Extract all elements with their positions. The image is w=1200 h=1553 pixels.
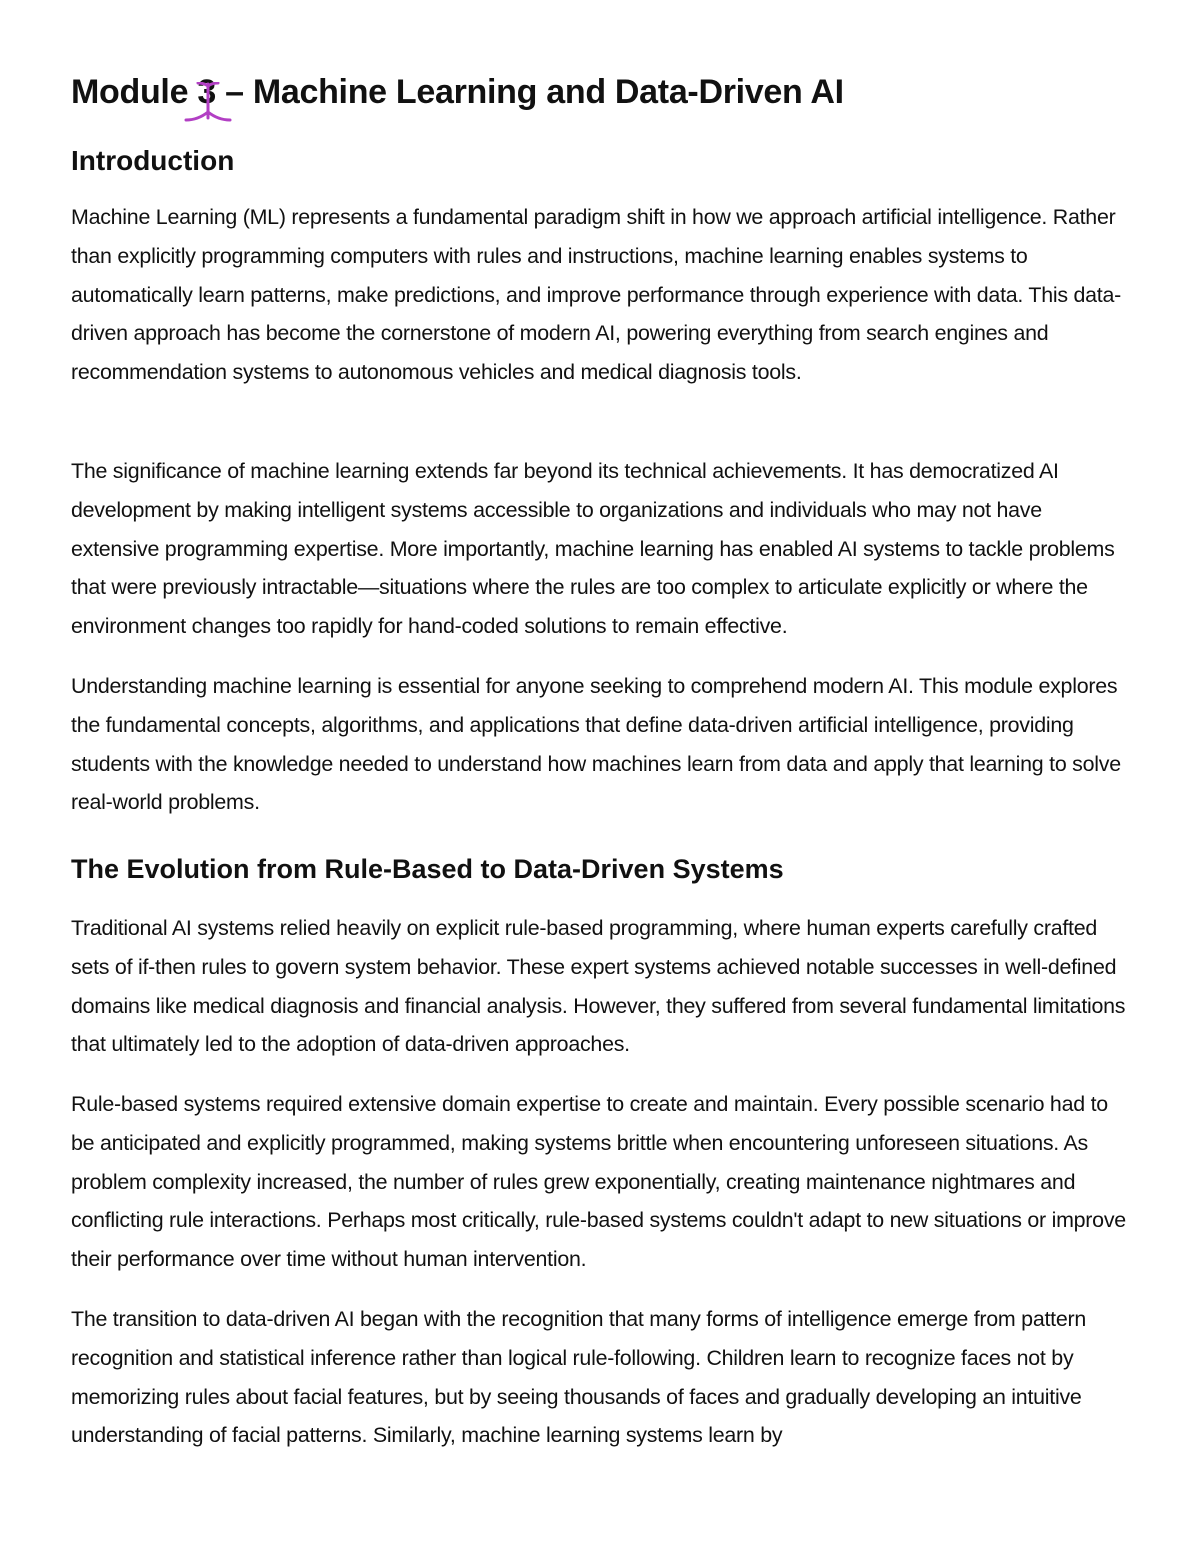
paragraph: Understanding machine learning is essential for anyone seeking to comprehend modern AI. This module explores the fundamental concepts, algorithms, and applications that define data-driven artificial intelligence, providing students with the knowledge needed to understand how machines learn from data and apply that learning to solve real-world problems. xyxy=(71,674,1121,815)
paragraph: The transition to data-driven AI began with the recognition that many forms of intelligence emerge from pattern recognition and statistical inference rather than logical rule-following. Children learn to recognize faces not by memorizing rules about facial features, but by seeing thousands of faces and gradually developing an intuitive understanding of facial patterns. Similarly, machine learning systems learn by xyxy=(71,1307,1087,1448)
paragraph: Rule-based systems required extensive domain expertise to create and maintain. Every possible scenario had to be anticipated and explicitly programmed, making systems brittle when encountering unforeseen situations. As problem complexity increased, the number of rules grew exponentially, creating maintenance nightmares and conflicting rule interactions. Perhaps most critically, rule-based systems couldn't adapt to new situations or improve their performance over time without human intervention. xyxy=(71,1092,1126,1272)
section-heading-introduction: Introduction xyxy=(71,145,235,176)
paragraph: Traditional AI systems relied heavily on explicit rule-based programming, where human experts carefully crafted sets of if-then rules to govern system behavior. These expert systems achieved notable successes in well-defined domains like medical diagnosis and financial analysis. However, they suffered from several fundamental limitations that ultimately led to the adoption of data-driven approaches. xyxy=(71,916,1126,1057)
paragraph: Machine Learning (ML) represents a fundamental paradigm shift in how we approach artificial intelligence. Rather than explicitly programming computers with rules and instructions, machine learning enables systems to automatically learn patterns, make predictions, and improve performance through experience with data. This data-driven approach has become the cornerstone of modern AI, powering everything from search engines and recommendation systems to autonomous vehicles and medical diagnosis tools. xyxy=(71,205,1122,385)
section-heading-evolution: The Evolution from Rule-Based to Data-Driven Systems xyxy=(71,854,784,884)
paragraph: The significance of machine learning extends far beyond its technical achievements. It has democratized AI development by making intelligent systems accessible to organizations and individuals who may not have extensive programming expertise. More importantly, machine learning has enabled AI systems to tackle problems that were previously intractable—situations where the rules are too complex to articulate explicitly or where the environment changes too rapidly for hand-coded solutions to remain effective. xyxy=(71,459,1115,639)
document-title: Module 3 – Machine Learning and Data-Driven AI xyxy=(71,73,844,111)
